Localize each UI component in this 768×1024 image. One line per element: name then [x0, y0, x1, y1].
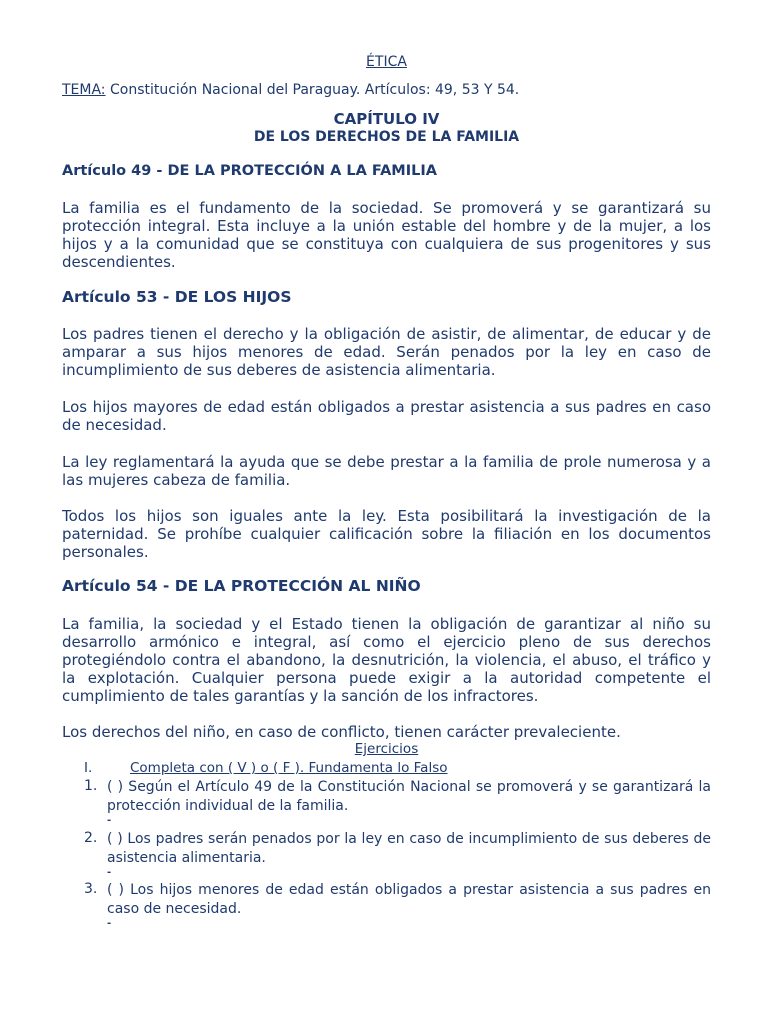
exercise-item-3-text[interactable]: ( ) Los hijos menores de edad están obligados a prestar asistencia a sus padres en caso de necesidad. — [107, 882, 711, 917]
exercise-item-3-mark: - — [107, 918, 112, 929]
topic-line — [62, 82, 711, 98]
article-54-paragraph-1: La familia, la sociedad y el Estado tienen la obligación de garantizar al niño su desarrollo armónico e integral, así como el ejercicio pleno de sus derechos protegiéndolo contra el abandono, la desnutrición, la violencia, el abuso, el tráfico y la explotación. Cualquier persona puede exigir a la autoridad competente el cumplimiento de tales garantías y la sanción de los infractores. — [62, 615, 711, 705]
article-53-paragraph-2: Los hijos mayores de edad están obligados a prestar asistencia a sus padres en caso de necesidad. — [62, 398, 711, 434]
exercise-section-instructions: Completa con ( V ) o ( F ). Fundamenta lo Falso — [130, 760, 448, 776]
exercise-item-2-mark: - — [107, 867, 112, 878]
exercise-item-1-mark: - — [107, 815, 112, 826]
article-53-paragraph-3: La ley reglamentará la ayuda que se debe prestar a la familia de prole numerosa y a las mujeres cabeza de familia. — [62, 453, 711, 489]
chapter-heading: CAPÍTULO IV — [333, 110, 440, 128]
exercise-item-1-number: 1. — [84, 778, 98, 794]
exercises-title: Ejercicios — [354, 741, 419, 757]
exercise-item-2-number: 2. — [84, 830, 98, 846]
topic-label: TEMA: — [62, 82, 106, 98]
article-54-heading: Artículo 54 - DE LA PROTECCIÓN AL NIÑO — [62, 577, 421, 595]
exercise-item-3-number: 3. — [84, 881, 98, 897]
chapter-title: DE LOS DERECHOS DE LA FAMILIA — [253, 129, 520, 145]
article-49-heading: Artículo 49 - DE LA PROTECCIÓN A LA FAMILIA — [62, 163, 437, 179]
exercise-item-2-text[interactable]: ( ) Los padres serán penados por la ley en caso de incumplimiento de sus deberes de asistencia alimentaria. — [107, 831, 711, 866]
article-53-paragraph-4: Todos los hijos son iguales ante la ley. Esta posibilitará la investigación de la paternidad. Se prohíbe cualquier calificación sobre la filiación en los documentos personales. — [62, 507, 711, 561]
topic-text: Constitución Nacional del Paraguay. Artículos: 49, 53 Y 54. — [105, 82, 520, 98]
article-53-heading: Artículo 53 - DE LOS HIJOS — [62, 288, 292, 306]
exercise-item-1-text[interactable]: ( ) Según el Artículo 49 de la Constitución Nacional se promoverá y se garantizará la protección individual de la familia. — [107, 779, 711, 814]
article-53-paragraph-1: Los padres tienen el derecho y la obligación de asistir, de alimentar, de educar y de amparar a sus hijos menores de edad. Serán penados por la ley en caso de incumplimiento de sus deberes de asistencia alimentaria. — [62, 325, 711, 379]
subject-title: ÉTICA — [366, 54, 407, 70]
exercise-section-number: I. — [84, 760, 93, 776]
article-49-paragraph: La familia es el fundamento de la sociedad. Se promoverá y se garantizará su protección integral. Esta incluye a la unión estable del hombre y de la mujer, a los hijos y a la comunidad que se constituya con cualquiera de sus progenitores y sus descendientes. — [62, 199, 711, 271]
article-54-paragraph-2: Los derechos del niño, en caso de conflicto, tienen carácter prevaleciente. — [62, 723, 621, 741]
